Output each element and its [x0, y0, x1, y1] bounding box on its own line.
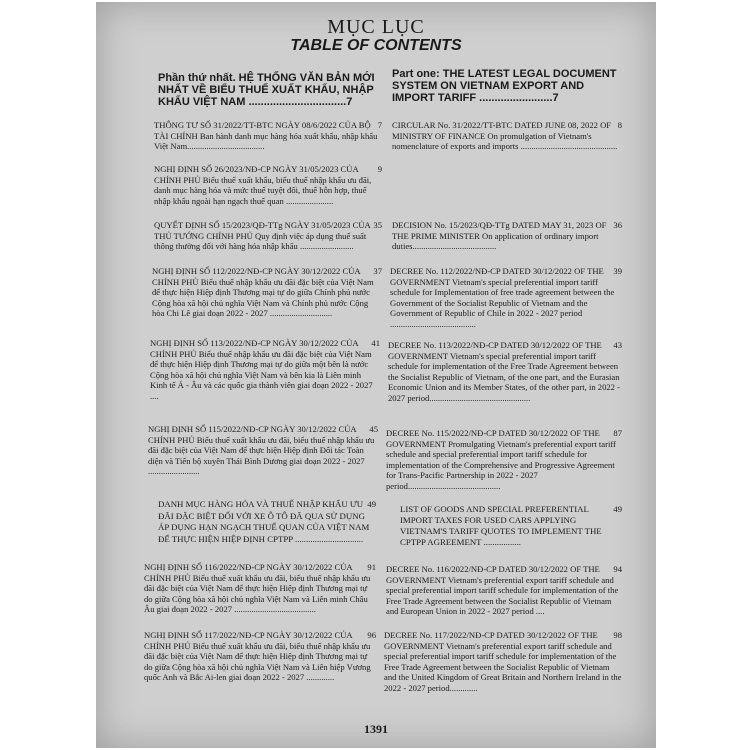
entry-text: DANH MỤC HÀNG HÓA VÀ THUẾ NHẬP KHẨU ƯU ĐÃI ĐẶC BIỆT ĐỐI VỚI XE Ô TÔ ĐÃ QUA SỬ DỤNG ÁP DỤNG HẠN NGẠCH THUẾ QUAN CỦA VIỆT NAM ĐỂ THỰC HIỆN HIỆP ĐỊNH CPTPP ...............................: [158, 499, 370, 544]
page-number: 49: [367, 499, 376, 509]
entry-text: DECREE No. 116/2022/NĐ-CP DATED 30/12/2022 OF THE GOVERNMENT Vietnam's preferential export tariff schedule and special preferential import tariff schedule for implementation of the Free Trade Agreement between the Socialist Republic of Vietnam and European Union in 2022 - 2027 period ....: [386, 564, 619, 617]
toc-entry[interactable]: [392, 220, 622, 252]
page-number: 36: [613, 220, 622, 230]
page-number: 96: [367, 630, 376, 640]
page-number: 41: [371, 338, 380, 348]
entry-text: NGHỊ ĐỊNH SỐ 26/2023/NĐ-CP NGÀY 31/05/2023 CỦA CHÍNH PHỦ Biểu thuế xuất khẩu, biểu thuế nhập khẩu ưu đãi, danh mục hàng hóa và mức thuế tuyệt đối, thuế hỗn hợp, thuế nhập khẩu ngoài hạn ngạch thuế quan ......................: [154, 164, 372, 206]
page-number: 39: [613, 266, 622, 276]
page-number: 45: [369, 424, 378, 434]
entry-text: NGHỊ ĐỊNH SỐ 113/2022/NĐ-CP NGÀY 30/12/2022 CỦA CHÍNH PHỦ Biểu thuế nhập khẩu ưu đãi đặc biệt của Việt Nam để thực hiện Hiệp định Thương mại tự do giữa một bên là nước Cộng hòa xã hội chủ nghĩa Việt Nam và bên kia là Liên minh Kinh tế Á - Âu và các quốc gia thành viên giai đoạn 2022 - 2027 ....: [150, 338, 373, 401]
page-number: 43: [613, 340, 622, 350]
entry-text: NGHỊ ĐỊNH SỐ 112/2022/NĐ-CP NGÀY 30/12/2022 CỦA CHÍNH PHỦ Biểu thuế nhập khẩu ưu đãi đặc biệt của Việt Nam để thực hiện Hiệp định Thương mại tự do giữa Chính phủ nước Cộng hòa xã hội chủ nghĩa Việt Nam và Chính phủ nước Cộng hòa Chi Lê giai đoạn 2022 - 2027 .............................: [152, 266, 374, 319]
toc-entry[interactable]: [388, 340, 622, 404]
left-part-heading: Phần thứ nhất. HỆ THỐNG VĂN BẢN MỚI NHẤT VỀ BIỂU THUẾ XUẤT KHẨU, NHẬP KHẨU VIỆT NAM ................................7: [158, 72, 375, 108]
page-number: 49: [613, 504, 622, 514]
entry-text: DECREE No. 112/2022/NĐ-CP DATED 30/12/2022 OF THE GOVERNMENT Vietnam's special preferential import tariff schedule for Implementation of free trade agreement between the Government of the Socialist Republic of Vietnam and the Government of Republic of Chile in 2022 - 2027 period ........................................: [390, 266, 615, 329]
right-part-heading: Part one: THE LATEST LEGAL DOCUMENT SYSTEM ON VIETNAM EXPORT AND IMPORT TARIFF ........................7: [392, 68, 617, 104]
entry-text: QUYẾT ĐỊNH SỐ 15/2023/QĐ-TTg NGÀY 31/05/2023 CỦA THỦ TƯỚNG CHÍNH PHỦ Quy định việc áp dụng thuế suất thông thường đối với hàng hóa nhập khẩu .........................: [154, 220, 371, 252]
title-vietnamese: MỤC LỤC: [327, 16, 425, 38]
entry-text: THÔNG TƯ SỐ 31/2022/TT-BTC NGÀY 08/6/2022 CỦA BỘ TÀI CHÍNH Ban hành danh mục hàng hóa xuất khẩu, nhập khẩu Việt Nam....................................: [154, 120, 378, 152]
toc-entry[interactable]: [152, 266, 382, 319]
page-number-footer: 1391: [364, 722, 388, 736]
toc-entry[interactable]: [386, 428, 622, 492]
page-number: 9: [377, 164, 382, 174]
entry-text: NGHỊ ĐỊNH SỐ 117/2022/NĐ-CP NGÀY 30/12/2022 CỦA CHÍNH PHỦ Biểu thuế xuất khẩu ưu đãi, biểu thuế nhập khẩu ưu đãi đặc biệt của Việt Nam để thực hiện Hiệp định Thương mại tự do giữa Cộng hòa xã hội chủ nghĩa Việt Nam và Liên hiệp Vương quốc Anh và Bắc Ai-len giai đoạn 2022 - 2027 .............: [144, 630, 371, 683]
toc-entry[interactable]: [154, 164, 382, 206]
page-number: 37: [373, 266, 382, 276]
toc-entry[interactable]: [150, 338, 380, 402]
page-number: 94: [613, 564, 622, 574]
page-number: 7: [377, 120, 382, 130]
toc-entry[interactable]: [154, 120, 382, 152]
toc-entry[interactable]: [392, 120, 622, 152]
entry-text: CIRCULAR No. 31/2022/TT-BTC DATED JUNE 08, 2022 OF MINISTRY OF FINANCE On promulgation of Vietnam's nomenclature of exports and imports .............................................: [392, 120, 618, 152]
toc-entry[interactable]: [400, 504, 622, 548]
entry-text: DECREE No. 115/2022/NĐ-CP DATED 30/12/2022 OF THE GOVERNMENT Promulgating Vietnam's preferential export tariff schedule and special preferential import tariff schedule for implementation of the Comprehensive and Progressive Agreement for Trans-Pacific Partnership in 2022 - 2027 period...........................................: [386, 428, 616, 491]
entry-text: NGHỊ ĐỊNH SỐ 116/2022/NĐ-CP NGÀY 30/12/2022 CỦA CHÍNH PHỦ Biểu thuế xuất khẩu ưu đãi, biểu thuế nhập khẩu ưu đãi đặc biệt của Việt Nam để thực hiện Hiệp định Thương mại tự do giữa Cộng hòa xã hội chủ nghĩa Việt Nam và Liên minh Châu Âu giai đoạn 2022 - 2027 ......................................: [144, 562, 371, 615]
entry-text: DECISION No. 15/2023/QĐ-TTg DATED MAY 31, 2023 OF THE PRIME MINISTER On application of ordinary import duties.......................................: [392, 220, 607, 252]
page-number: 87: [613, 428, 622, 438]
toc-entry[interactable]: [384, 630, 622, 694]
toc-entry[interactable]: [158, 499, 376, 545]
page-number: 91: [367, 562, 376, 572]
entry-text: LIST OF GOODS AND SPECIAL PREFERENTIAL IMPORT TAXES FOR USED CARS APPLYING VIETNAM'S TARIFF QUOTES TO IMPLEMENT THE CPTPP AGREEMENT .................: [400, 504, 602, 547]
toc-entry[interactable]: [154, 220, 382, 252]
page-number: 8: [617, 120, 622, 130]
page-number: 35: [373, 220, 382, 230]
entry-text: DECREE No. 117/2022/NĐ-CP DATED 30/12/2022 OF THE GOVERNMENT Vietnam's preferential export tariff schedule and special preferential import tariff schedule for implementation of the Free Trade Agreement between the Socialist Republic of Vietnam and the United Kingdom of Great Britain and Northern Ireland in the 2022 - 2027 period.............: [384, 630, 622, 693]
book-page: [96, 2, 656, 748]
page-number: 98: [613, 630, 622, 640]
toc-entry[interactable]: [144, 630, 376, 683]
toc-entry[interactable]: [148, 424, 378, 477]
toc-entry[interactable]: [144, 562, 376, 615]
toc-entry[interactable]: [390, 266, 622, 330]
toc-entry[interactable]: [386, 564, 622, 617]
entry-text: DECREE No. 113/2022/NĐ-CP DATED 30/12/2022 OF THE GOVERNMENT Vietnam's special preferential import tariff schedule for implementation of the Free Trade Agreement between the Socialist Republic of Vietnam, of the one part, and the Eurasian Economic Union and its Member States, of the other part, in 2022 - 2027 period...............................................: [388, 340, 620, 403]
title-english: TABLE OF CONTENTS: [290, 37, 462, 54]
entry-text: NGHỊ ĐỊNH SỐ 115/2022/NĐ-CP NGÀY 30/12/2022 CỦA CHÍNH PHỦ Biểu thuế xuất khẩu ưu đãi, biểu thuế nhập khẩu ưu đãi đặc biệt của Việt Nam để thực hiện Hiệp định Đối tác Toàn diện và Tiến bộ xuyên Thái Bình Dương giai đoạn 2022 - 2027 ........................: [148, 424, 375, 477]
